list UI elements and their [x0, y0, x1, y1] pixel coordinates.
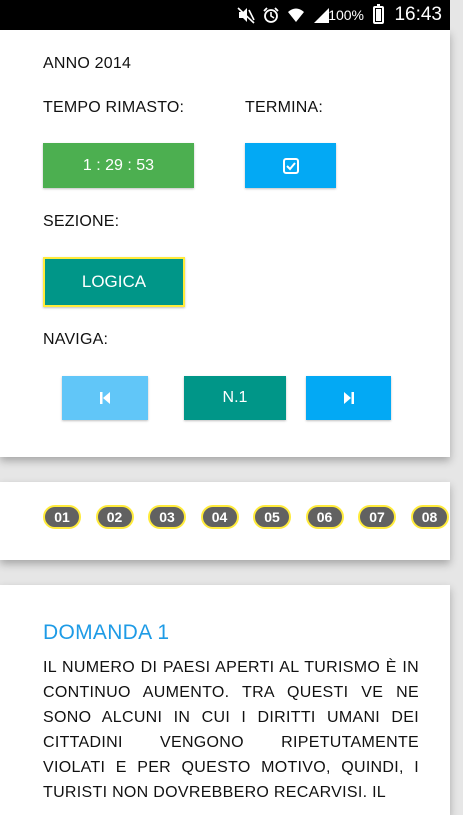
question-number-card	[0, 482, 450, 560]
checkbox-check-icon	[283, 158, 299, 174]
question-title: DOMANDA 1	[43, 621, 170, 644]
battery-percent: 100%	[328, 7, 364, 23]
current-question-button[interactable]	[184, 376, 286, 420]
question-number-pill[interactable]: 06	[306, 505, 344, 529]
navigate-label: NAVIGA:	[43, 331, 109, 348]
question-number-pill[interactable]: 04	[201, 505, 239, 529]
status-icons	[237, 6, 330, 24]
skip-next-icon	[342, 390, 356, 406]
question-number-strip[interactable]	[43, 505, 438, 535]
question-card	[0, 585, 450, 815]
clock: 16:43	[394, 4, 442, 25]
status-bar	[0, 0, 450, 30]
timer-value: 1 : 29 : 53	[82, 156, 155, 174]
question-number-pill[interactable]: 02	[96, 505, 134, 529]
question-number-pill[interactable]: 03	[148, 505, 186, 529]
end-exam-button[interactable]	[245, 143, 336, 188]
skip-previous-icon	[98, 390, 112, 406]
battery-icon	[373, 6, 384, 24]
question-text: IL NUMERO DI PAESI APERTI AL TURISMO È IN CONTINUO AUMENTO. TRA QUESTI VE NE SONO ALCUNI IN CUI I DIRITTI UMANI DEI CITTADINI VENGONO RIPETUTAMENTE VIOLATI E PER QUESTO MOTIVO, QUINDI, I TURISTI NON DOVREBBERO RECARVISI. IL	[43, 659, 419, 801]
next-question-button[interactable]	[306, 376, 391, 420]
mute-icon	[237, 6, 255, 24]
question-number-pill[interactable]: 08	[411, 505, 449, 529]
year-label: ANNO 2014	[43, 55, 132, 72]
exam-control-card	[0, 30, 450, 457]
question-number-pill[interactable]: 01	[43, 505, 81, 529]
time-left-label: TEMPO RIMASTO:	[43, 99, 185, 116]
timer-button[interactable]	[43, 143, 194, 188]
question-number-pill[interactable]: 05	[253, 505, 291, 529]
previous-question-button[interactable]	[62, 376, 148, 420]
section-button[interactable]	[43, 257, 185, 307]
question-number-pill[interactable]: 07	[358, 505, 396, 529]
section-label: SEZIONE:	[43, 213, 120, 230]
wifi-icon	[287, 6, 305, 24]
section-value: LOGICA	[81, 272, 147, 291]
current-question-label: N.1	[222, 389, 248, 406]
end-label: TERMINA:	[245, 99, 324, 116]
alarm-icon	[262, 6, 280, 24]
